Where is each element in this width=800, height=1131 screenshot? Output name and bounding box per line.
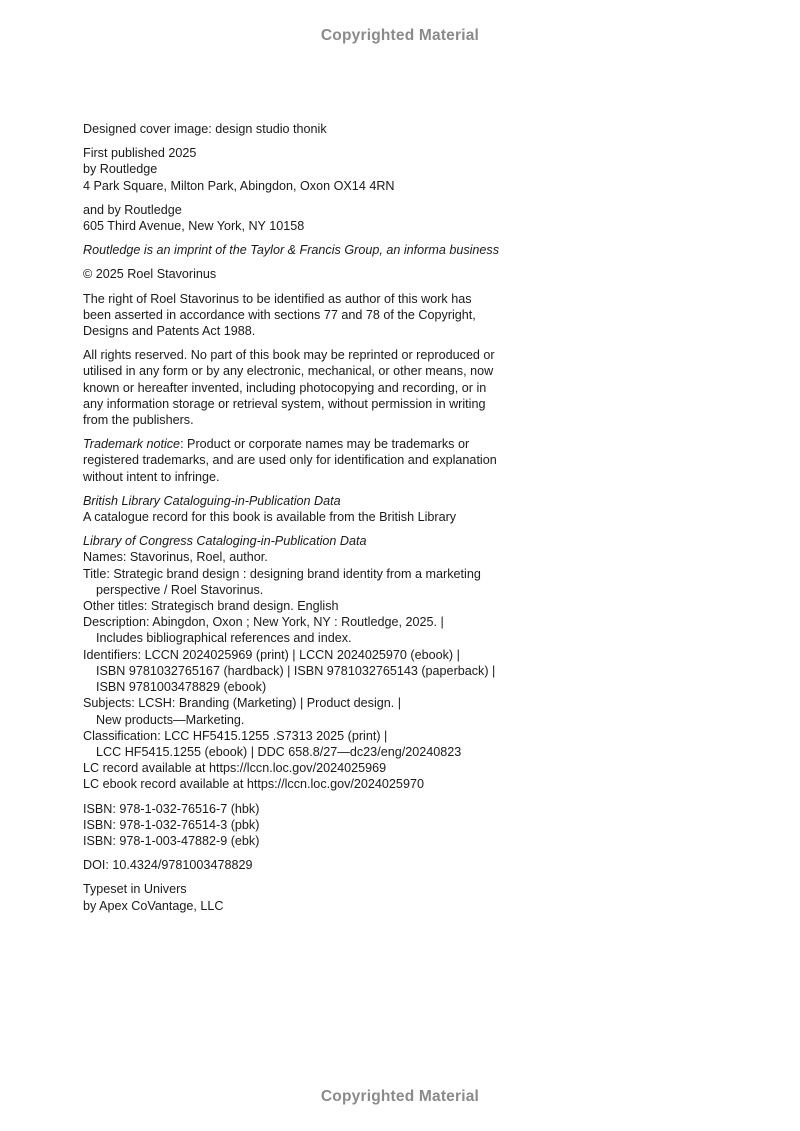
loc-names: Names: Stavorinus, Roel, author.	[83, 550, 268, 565]
british-library-heading: British Library Cataloguing-in-Publication Data	[83, 493, 341, 508]
watermark-bottom: Copyrighted Material	[320, 1088, 480, 1105]
second-publisher-address: 605 Third Avenue, New York, NY 10158	[83, 219, 305, 234]
library-of-congress-block: Library of Congress Cataloging-in-Publication Data Names: Stavorinus, Roel, author. Title: Strategic brand design : designing brand identity from a marketing perspective / Roel Stavorinus. Other titles: Strategisch brand design. English Description: Abingdon, Oxon ; New York, NY : Routledge, 2025. | Includes bibliographical references and index. Identifiers: LCCN 2024025969 (print) | LCCN 2024025970 (ebook) | ISBN 9781032765167 (hardback) | ISBN 9781032765143 (paperback) | ISBN 9781003478829 (ebook) Subjects: LCSH: Branding (Marketing) | Product design. | New products—Marketing. Classification: LCC HF5415.1255 .S7313 2025 (print) | LCC HF5415.1255 (ebook) | DDC 658.8/27—dc23/eng/20240823 LC record available at https://lccn.loc.gov/2024025969 LC ebook record available at https://lccn.loc.gov/2024025970	[83, 533, 523, 792]
loc-other-titles: Other titles: Strategisch brand design. English	[83, 599, 339, 614]
loc-title: Title: Strategic brand design : designing brand identity from a marketing	[83, 566, 481, 581]
copyright-page	[83, 121, 523, 922]
second-publisher-block	[83, 202, 523, 234]
loc-description: Description: Abingdon, Oxon ; New York, NY : Routledge, 2025. |	[83, 615, 444, 630]
loc-heading: Library of Congress Cataloging-in-Publication Data	[83, 534, 367, 549]
trademark-label: Trademark notice	[83, 437, 181, 452]
loc-record: LC record available at https://lccn.loc.gov/2024025969	[83, 761, 387, 776]
british-library-block: British Library Cataloguing-in-Publication Data A catalogue record for this book is available from the British Library	[83, 493, 523, 525]
doi: DOI: 10.4324/9781003478829	[83, 858, 253, 873]
all-rights-reserved-paragraph: All rights reserved. No part of this book may be reprinted or reproduced or utilised in any form or by any electronic, mechanical, or other means, now known or hereafter invented, including photocopying and recording, or in any information storage or retrieval system, without permission in writing from the publishers.	[83, 348, 495, 428]
isbn-ebk: ISBN: 978-1-003-47882-9 (ebk)	[83, 833, 260, 848]
second-publisher-name: and by Routledge	[83, 202, 182, 217]
imprint-statement: Routledge is an imprint of the Taylor & Francis Group, an informa business	[83, 243, 500, 258]
rights-asserted-paragraph: The right of Roel Stavorinus to be identified as author of this work has been asserted in accordance with sections 77 and 78 of the Copyright, Designs and Patents Act 1988.	[83, 291, 476, 339]
loc-classification: Classification: LCC HF5415.1255 .S7313 2025 (print) |	[83, 728, 388, 743]
loc-identifiers: Identifiers: LCCN 2024025969 (print) | LCCN 2024025970 (ebook) |	[83, 647, 460, 662]
isbn-pbk: ISBN: 978-1-032-76514-3 (pbk)	[83, 817, 260, 832]
first-published-line: First published 2025	[83, 146, 197, 161]
typeset-block: Typeset in Univers by Apex CoVantage, LLC	[83, 882, 224, 913]
trademark-notice: Trademark notice: Product or corporate names may be trademarks or registered trademarks, and are used only for identification and explanation without intent to infringe.	[83, 437, 497, 484]
first-published-block	[83, 145, 523, 194]
cover-credit: Designed cover image: design studio thonik	[83, 122, 327, 136]
loc-subjects: Subjects: LCSH: Branding (Marketing) | Product design. |	[83, 696, 402, 711]
isbn-block	[83, 801, 523, 850]
isbn-hbk: ISBN: 978-1-032-76516-7 (hbk)	[83, 801, 260, 816]
publisher-name: by Routledge	[83, 162, 158, 177]
loc-ebook-record: LC ebook record available at https://lccn.loc.gov/2024025970	[83, 777, 424, 792]
watermark-top: Copyrighted Material	[320, 27, 480, 44]
publisher-address: 4 Park Square, Milton Park, Abingdon, Oxon OX14 4RN	[83, 178, 395, 193]
copyright-notice: © 2025 Roel Stavorinus	[83, 267, 217, 282]
